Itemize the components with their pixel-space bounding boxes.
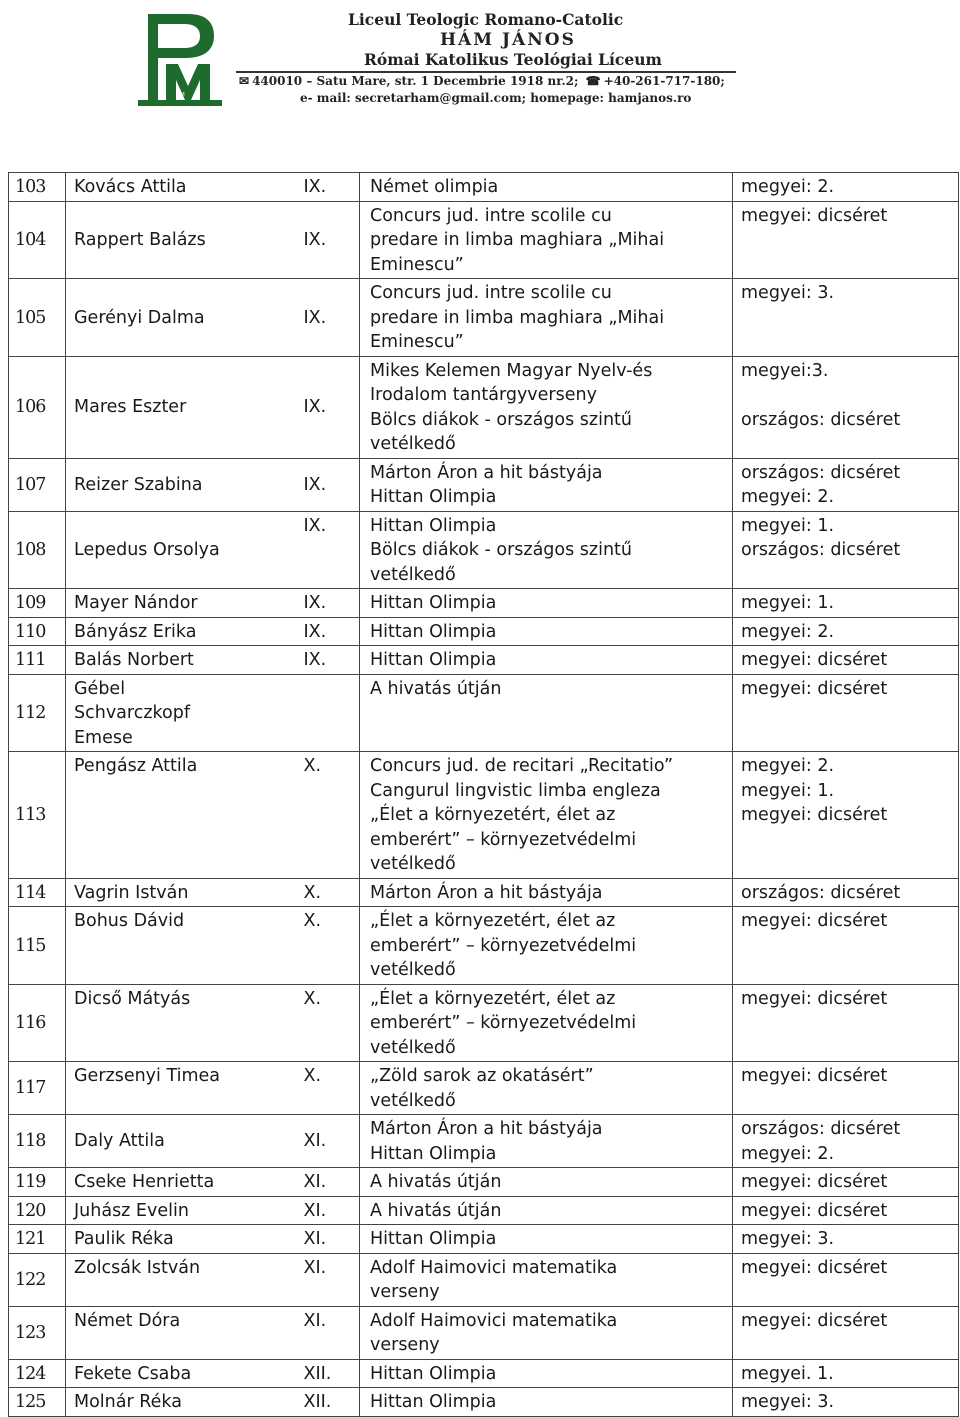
result <box>733 458 959 511</box>
row-number: 118 <box>9 1115 66 1168</box>
class-level: XI. <box>304 1115 360 1168</box>
awards-table <box>8 172 959 1417</box>
row-number: 105 <box>9 279 66 357</box>
class-level: XI. <box>304 1225 360 1254</box>
competition-line: Német olimpia <box>370 177 499 197</box>
competition-line: Mikes Kelemen Magyar Nyelv-és <box>370 360 653 381</box>
class-level: XII. <box>304 1359 360 1388</box>
result-line: megyei: dicséret <box>741 1066 888 1086</box>
competition <box>360 984 733 1062</box>
table-row <box>9 1306 959 1359</box>
table-row <box>9 589 959 618</box>
result-line: megyei: 3. <box>741 1229 835 1249</box>
competition <box>360 356 733 458</box>
row-number: 106 <box>9 356 66 458</box>
class-level: IX. <box>304 646 360 675</box>
class-level: XI. <box>304 1306 360 1359</box>
result-line: megyei: dicséret <box>741 205 888 226</box>
result <box>733 646 959 675</box>
competition <box>360 458 733 511</box>
competition-line: A hivatás útján <box>370 1172 502 1192</box>
student-name <box>66 1196 304 1225</box>
result-line: megyei: dicséret <box>741 805 888 825</box>
student-name <box>66 752 304 879</box>
competition-line: „Élet a környezetért, élet az <box>370 805 616 825</box>
competition <box>360 1168 733 1197</box>
competition <box>360 1225 733 1254</box>
competition-line: Márton Áron a hit bástyája <box>370 1119 603 1139</box>
competition-line: Eminescu” <box>370 332 464 352</box>
result-line: országos: dicséret <box>741 1119 901 1139</box>
row-number: 112 <box>9 674 66 752</box>
result-line: megyei: dicséret <box>741 1172 888 1192</box>
competition-line: vetélkedő <box>370 960 456 980</box>
competition-line: Márton Áron a hit bástyája <box>370 462 603 483</box>
competition <box>360 617 733 646</box>
student-name <box>66 1253 304 1306</box>
competition-line: Eminescu” <box>370 254 464 275</box>
table-row <box>9 907 959 985</box>
student-name-line: Vagrin István <box>74 882 189 903</box>
student-name <box>66 1388 304 1417</box>
competition <box>360 752 733 879</box>
competition-line: A hivatás útján <box>370 1200 502 1221</box>
row-number: 122 <box>9 1253 66 1306</box>
competition <box>360 878 733 907</box>
table-row <box>9 173 959 202</box>
result <box>733 589 959 618</box>
result-line <box>741 383 958 408</box>
result-line: országos: dicséret <box>741 409 901 430</box>
class-level <box>304 674 360 752</box>
result <box>733 1115 959 1168</box>
competition-line: A hivatás útján <box>370 678 502 699</box>
result-line: megyei: dicséret <box>741 650 888 670</box>
competition-line: Hittan Olimpia <box>370 1363 497 1384</box>
school-name-hu: Római Katolikus Teológiai Líceum <box>364 50 662 69</box>
class-level: X. <box>304 984 360 1062</box>
row-number: 119 <box>9 1168 66 1197</box>
result <box>733 511 959 589</box>
competition-line: emberért” – környezetvédelmi <box>370 829 637 850</box>
student-name <box>66 907 304 985</box>
student-name <box>66 1115 304 1168</box>
table-row <box>9 674 959 752</box>
class-level: IX. <box>304 458 360 511</box>
result <box>733 1225 959 1254</box>
competition-line: vetélkedő <box>370 1037 456 1058</box>
result <box>733 617 959 646</box>
table-row <box>9 752 959 879</box>
result-line: megyei: dicséret <box>741 1310 888 1331</box>
result <box>733 984 959 1062</box>
student-name <box>66 617 304 646</box>
student-name-line: Rappert Balázs <box>74 230 206 250</box>
competition <box>360 646 733 675</box>
competition <box>360 173 733 202</box>
student-name <box>66 458 304 511</box>
result <box>733 674 959 752</box>
result-line: megyei: 2. <box>741 756 835 776</box>
competition-line: Irodalom tantárgyverseny <box>370 385 597 405</box>
competition-line: Hittan Olimpia <box>370 1143 497 1164</box>
competition-line: vetélkedő <box>370 854 456 874</box>
table-row <box>9 617 959 646</box>
student-name-line: Kovács Attila <box>74 177 187 197</box>
student-name <box>66 173 304 202</box>
table-row <box>9 984 959 1062</box>
student-name-line: Cseke Henrietta <box>74 1172 215 1192</box>
student-name-line: Daly Attila <box>74 1131 165 1152</box>
class-level: XI. <box>304 1168 360 1197</box>
class-level: IX. <box>304 279 360 357</box>
student-name <box>66 356 304 458</box>
student-name <box>66 511 304 589</box>
row-number: 120 <box>9 1196 66 1225</box>
student-name <box>66 1062 304 1115</box>
row-number: 117 <box>9 1062 66 1115</box>
competition-line: Hittan Olimpia <box>370 650 497 670</box>
student-name <box>66 646 304 675</box>
row-number: 111 <box>9 646 66 675</box>
class-level: IX. <box>304 589 360 618</box>
table-row <box>9 1359 959 1388</box>
student-name-line: Német Dóra <box>74 1310 181 1331</box>
contact-line: e- mail: secretarham@gmail.com; homepage: hamjanos.ro <box>300 91 692 105</box>
competition-line: vetélkedő <box>370 1090 456 1111</box>
result <box>733 1196 959 1225</box>
result-line: megyei: dicséret <box>741 678 888 699</box>
result-line: megyei: dicséret <box>741 988 888 1009</box>
row-number: 108 <box>9 511 66 589</box>
student-name-line: Paulik Réka <box>74 1229 174 1249</box>
result <box>733 356 959 458</box>
competition-line: emberért” – környezetvédelmi <box>370 935 637 956</box>
competition-line: Bölcs diákok - országos szintű <box>370 540 632 560</box>
competition <box>360 511 733 589</box>
result-line: országos: dicséret <box>741 540 901 560</box>
table-row <box>9 1168 959 1197</box>
competition-line: „Zöld sarok az okatásért” <box>370 1066 594 1086</box>
competition-line: Cangurul lingvistic limba engleza <box>370 780 661 801</box>
student-name-line: Mares Eszter <box>74 397 187 418</box>
competition-line: Hittan Olimpia <box>370 621 497 642</box>
row-number: 125 <box>9 1388 66 1417</box>
student-name-line: Balás Norbert <box>74 650 194 670</box>
competition <box>360 1115 733 1168</box>
competition <box>360 1196 733 1225</box>
competition-line: verseny <box>370 1282 440 1302</box>
competition-line: Hittan Olimpia <box>370 1229 497 1249</box>
school-logo <box>136 10 226 110</box>
competition-line: predare in limba maghiara „Mihai <box>370 230 665 250</box>
competition-line: verseny <box>370 1335 440 1355</box>
student-name-line: Pengász Attila <box>74 756 198 776</box>
result <box>733 1253 959 1306</box>
result-line: megyei: dicséret <box>741 1257 888 1278</box>
result-line: megyei: 3. <box>741 283 835 303</box>
student-name <box>66 201 304 279</box>
class-level: IX. <box>304 356 360 458</box>
student-name-line: Reizer Szabina <box>74 474 203 495</box>
competition <box>360 674 733 752</box>
student-name-line: Dicső Mátyás <box>74 988 191 1009</box>
competition-line: Concurs jud. intre scolile cu <box>370 283 612 303</box>
student-name <box>66 1168 304 1197</box>
result <box>733 878 959 907</box>
class-level: X. <box>304 752 360 879</box>
row-number: 123 <box>9 1306 66 1359</box>
student-name-line: Bohus Dávid <box>74 911 185 931</box>
row-number: 114 <box>9 878 66 907</box>
table-row <box>9 1196 959 1225</box>
awards-table-body <box>9 173 959 1417</box>
result <box>733 279 959 357</box>
class-level: XII. <box>304 1388 360 1417</box>
competition <box>360 1306 733 1359</box>
result-line: megyei: 2. <box>741 1143 835 1164</box>
student-name <box>66 1306 304 1359</box>
result-line: megyei: dicséret <box>741 911 888 931</box>
student-name-line: Molnár Réka <box>74 1392 182 1412</box>
envelope-icon: ✉ <box>239 74 250 88</box>
class-level: X. <box>304 1062 360 1115</box>
student-name-line: Fekete Csaba <box>74 1363 192 1384</box>
student-name <box>66 1359 304 1388</box>
student-name-line: Gébel <box>74 678 126 699</box>
result-line: megyei: 3. <box>741 1392 835 1412</box>
student-name-line: Zolcsák István <box>74 1257 201 1278</box>
competition <box>360 1253 733 1306</box>
table-row <box>9 1062 959 1115</box>
result-line: megyei. 1. <box>741 1363 834 1384</box>
table-row <box>9 279 959 357</box>
table-row <box>9 356 959 458</box>
class-level: X. <box>304 878 360 907</box>
competition-line: Bölcs diákok - országos szintű <box>370 409 632 430</box>
class-level: IX. <box>304 201 360 279</box>
student-name-line: Juhász Evelin <box>74 1200 189 1221</box>
class-level: IX. <box>304 173 360 202</box>
table-row <box>9 1225 959 1254</box>
school-name-ro: Liceul Teologic Romano-Catolic <box>348 10 624 29</box>
class-level: X. <box>304 907 360 985</box>
result-line: országos: dicséret <box>741 882 901 903</box>
address-text: 440010 – Satu Mare, str. 1 Decembrie 1918 nr.2; <box>252 74 579 88</box>
student-name-line: Mayer Nándor <box>74 593 198 613</box>
student-name <box>66 878 304 907</box>
row-number: 124 <box>9 1359 66 1388</box>
row-number: 104 <box>9 201 66 279</box>
row-number: 109 <box>9 589 66 618</box>
address-line <box>236 74 725 88</box>
row-number: 115 <box>9 907 66 985</box>
result <box>733 1062 959 1115</box>
logo-text: PM <box>177 92 185 98</box>
competition <box>360 1062 733 1115</box>
student-name-line: Gerényi Dalma <box>74 307 205 328</box>
class-level: XI. <box>304 1253 360 1306</box>
result-line: megyei: 1. <box>741 593 835 613</box>
row-number: 121 <box>9 1225 66 1254</box>
competition-line: predare in limba maghiara „Mihai <box>370 307 665 328</box>
result-line: megyei: 2. <box>741 621 835 642</box>
class-level: IX. <box>304 511 360 589</box>
result <box>733 1168 959 1197</box>
student-name-line: Bányász Erika <box>74 621 197 642</box>
result-line: megyei: 2. <box>741 177 835 197</box>
student-name <box>66 279 304 357</box>
competition <box>360 907 733 985</box>
competition-line: Adolf Haimovici matematika <box>370 1257 618 1278</box>
result <box>733 1306 959 1359</box>
school-name-main: HÁM JÁNOS <box>440 30 576 50</box>
competition-line: „Élet a környezetért, élet az <box>370 988 616 1009</box>
result-line: megyei: 2. <box>741 487 835 507</box>
competition-line: „Élet a környezetért, élet az <box>370 911 616 931</box>
result <box>733 1359 959 1388</box>
row-number: 110 <box>9 617 66 646</box>
table-row <box>9 1388 959 1417</box>
table-row <box>9 201 959 279</box>
student-name-line: Emese <box>74 727 133 748</box>
header-rule <box>236 71 736 73</box>
result <box>733 752 959 879</box>
class-level: XI. <box>304 1196 360 1225</box>
competition <box>360 279 733 357</box>
student-name-line: Lepedus Orsolya <box>74 540 220 560</box>
competition-line: Márton Áron a hit bástyája <box>370 882 603 903</box>
table-row <box>9 1115 959 1168</box>
student-name-line: Gerzsenyi Timea <box>74 1066 221 1086</box>
result-line: megyei: dicséret <box>741 1200 888 1221</box>
competition <box>360 1359 733 1388</box>
result-line: megyei: 1. <box>741 515 835 536</box>
student-name <box>66 589 304 618</box>
competition-line: Hittan Olimpia <box>370 515 497 536</box>
competition <box>360 1388 733 1417</box>
competition-line: vetélkedő <box>370 564 456 585</box>
row-number: 116 <box>9 984 66 1062</box>
row-number: 107 <box>9 458 66 511</box>
competition-line: Concurs jud. de recitari „Recitatio” <box>370 756 674 776</box>
competition-line: Hittan Olimpia <box>370 1392 497 1412</box>
competition-line: emberért” – környezetvédelmi <box>370 1013 637 1033</box>
table-row <box>9 878 959 907</box>
competition-line: Hittan Olimpia <box>370 593 497 613</box>
table-row <box>9 1253 959 1306</box>
result <box>733 1388 959 1417</box>
row-number: 103 <box>9 173 66 202</box>
student-name-line: Schvarczkopf <box>74 703 191 723</box>
student-name <box>66 1225 304 1254</box>
competition-line: Concurs jud. intre scolile cu <box>370 205 612 226</box>
competition-line: Adolf Haimovici matematika <box>370 1310 618 1331</box>
result-line: megyei:3. <box>741 360 829 381</box>
result-line: megyei: 1. <box>741 780 835 801</box>
table-row <box>9 458 959 511</box>
row-number: 113 <box>9 752 66 879</box>
competition <box>360 201 733 279</box>
phone-icon: ☎ <box>585 74 601 88</box>
table-row <box>9 646 959 675</box>
letterhead <box>0 0 960 120</box>
result <box>733 173 959 202</box>
competition-line: Hittan Olimpia <box>370 487 497 507</box>
competition-line: vetélkedő <box>370 434 456 454</box>
student-name <box>66 674 304 752</box>
class-level: IX. <box>304 617 360 646</box>
table-row <box>9 511 959 589</box>
phone-text: +40-261-717-180; <box>603 74 725 88</box>
result-line: országos: dicséret <box>741 462 901 483</box>
result <box>733 907 959 985</box>
student-name <box>66 984 304 1062</box>
result <box>733 201 959 279</box>
competition <box>360 589 733 618</box>
